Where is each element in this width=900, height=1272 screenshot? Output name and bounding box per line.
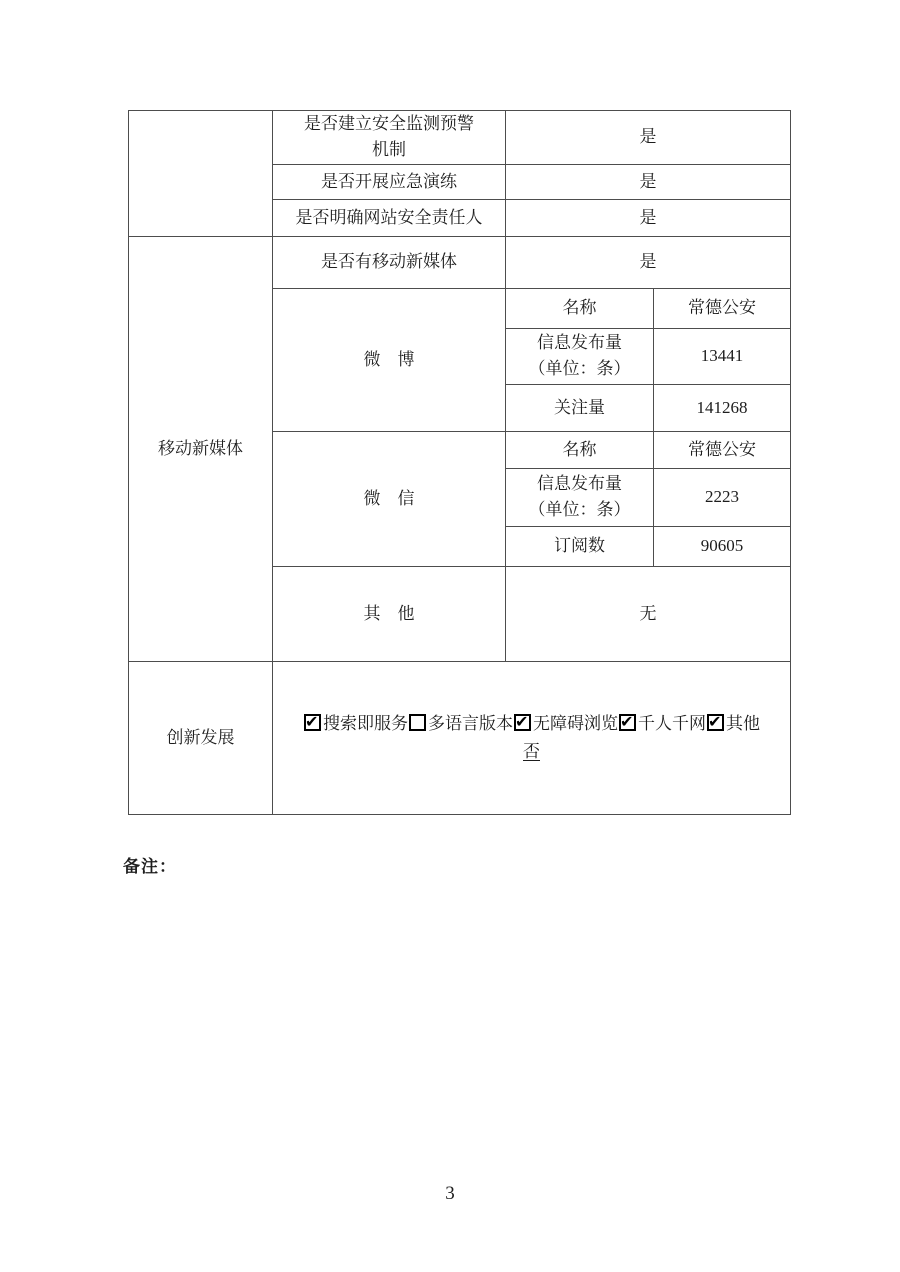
field-label-wechat-name: 名称 <box>506 431 654 468</box>
checked-checkbox-icon[interactable] <box>304 714 321 731</box>
innovation-option-label: 千人千网 <box>638 713 706 733</box>
innovation-options <box>273 710 790 738</box>
field-label-wechat-posts <box>506 468 654 526</box>
field-label-weibo-name: 名称 <box>506 288 654 328</box>
section-label-mobile-media: 移动新媒体 <box>129 236 273 661</box>
field-value-wechat-posts: 2223 <box>654 468 791 526</box>
field-label-weibo-followers: 关注量 <box>506 384 654 431</box>
innovation-other-answer-line <box>273 738 790 766</box>
field-value-wechat-subscribers: 90605 <box>654 526 791 566</box>
innovation-option-label: 其他 <box>726 713 760 733</box>
question-label-line: 是否开展应急演练 <box>321 171 457 191</box>
field-value-weibo-followers: 141268 <box>654 384 791 431</box>
field-value-wechat-name: 常德公安 <box>654 431 791 468</box>
checked-checkbox-icon[interactable] <box>619 714 636 731</box>
annual-report-table <box>128 110 791 815</box>
notes-label: 备注： <box>123 857 177 876</box>
question-label-has-mobile-media: 是否有移动新媒体 <box>273 236 506 288</box>
platform-label-weibo: 微 博 <box>273 288 506 431</box>
checked-checkbox-icon[interactable] <box>514 714 531 731</box>
answer-value-emergency-drill: 是 <box>506 164 791 199</box>
page-number: 3 <box>445 1183 455 1204</box>
question-label-security-monitoring <box>273 111 506 165</box>
field-label-weibo-posts <box>506 328 654 384</box>
answer-value-security-monitoring: 是 <box>506 111 791 165</box>
field-value-other-platform: 无 <box>506 566 791 661</box>
platform-label-wechat: 微 信 <box>273 431 506 566</box>
innovation-option-label: 多语言版本 <box>428 713 513 733</box>
question-label-emergency-drill <box>273 164 506 199</box>
field-label-wechat-subscribers: 订阅数 <box>506 526 654 566</box>
field-label-line: 信息发布量 <box>537 332 622 352</box>
question-label-security-responsible-person <box>273 199 506 236</box>
section-label-cell-empty <box>129 111 273 237</box>
question-label-line: 是否建立安全监测预警 <box>304 114 474 133</box>
innovation-content-cell <box>273 661 791 814</box>
innovation-option-label: 搜索即服务 <box>323 713 408 733</box>
innovation-option-label: 无障碍浏览 <box>533 713 618 733</box>
checked-checkbox-icon[interactable] <box>707 714 724 731</box>
question-label-line: 机制 <box>372 140 406 160</box>
answer-value-has-mobile-media: 是 <box>506 236 791 288</box>
field-value-weibo-posts: 13441 <box>654 328 791 384</box>
platform-label-other: 其 他 <box>273 566 506 661</box>
innovation-other-answer: 否 <box>523 741 540 761</box>
field-label-line: （单位：条） <box>528 500 631 520</box>
field-label-line: （单位：条） <box>528 359 631 379</box>
unchecked-checkbox-icon[interactable] <box>409 714 426 731</box>
section-label-innovation: 创新发展 <box>129 661 273 814</box>
field-value-weibo-name: 常德公安 <box>654 288 791 328</box>
answer-value-security-responsible-person: 是 <box>506 199 791 236</box>
question-label-line: 是否明确网站安全责任人 <box>295 207 483 227</box>
field-label-line: 信息发布量 <box>537 473 622 493</box>
